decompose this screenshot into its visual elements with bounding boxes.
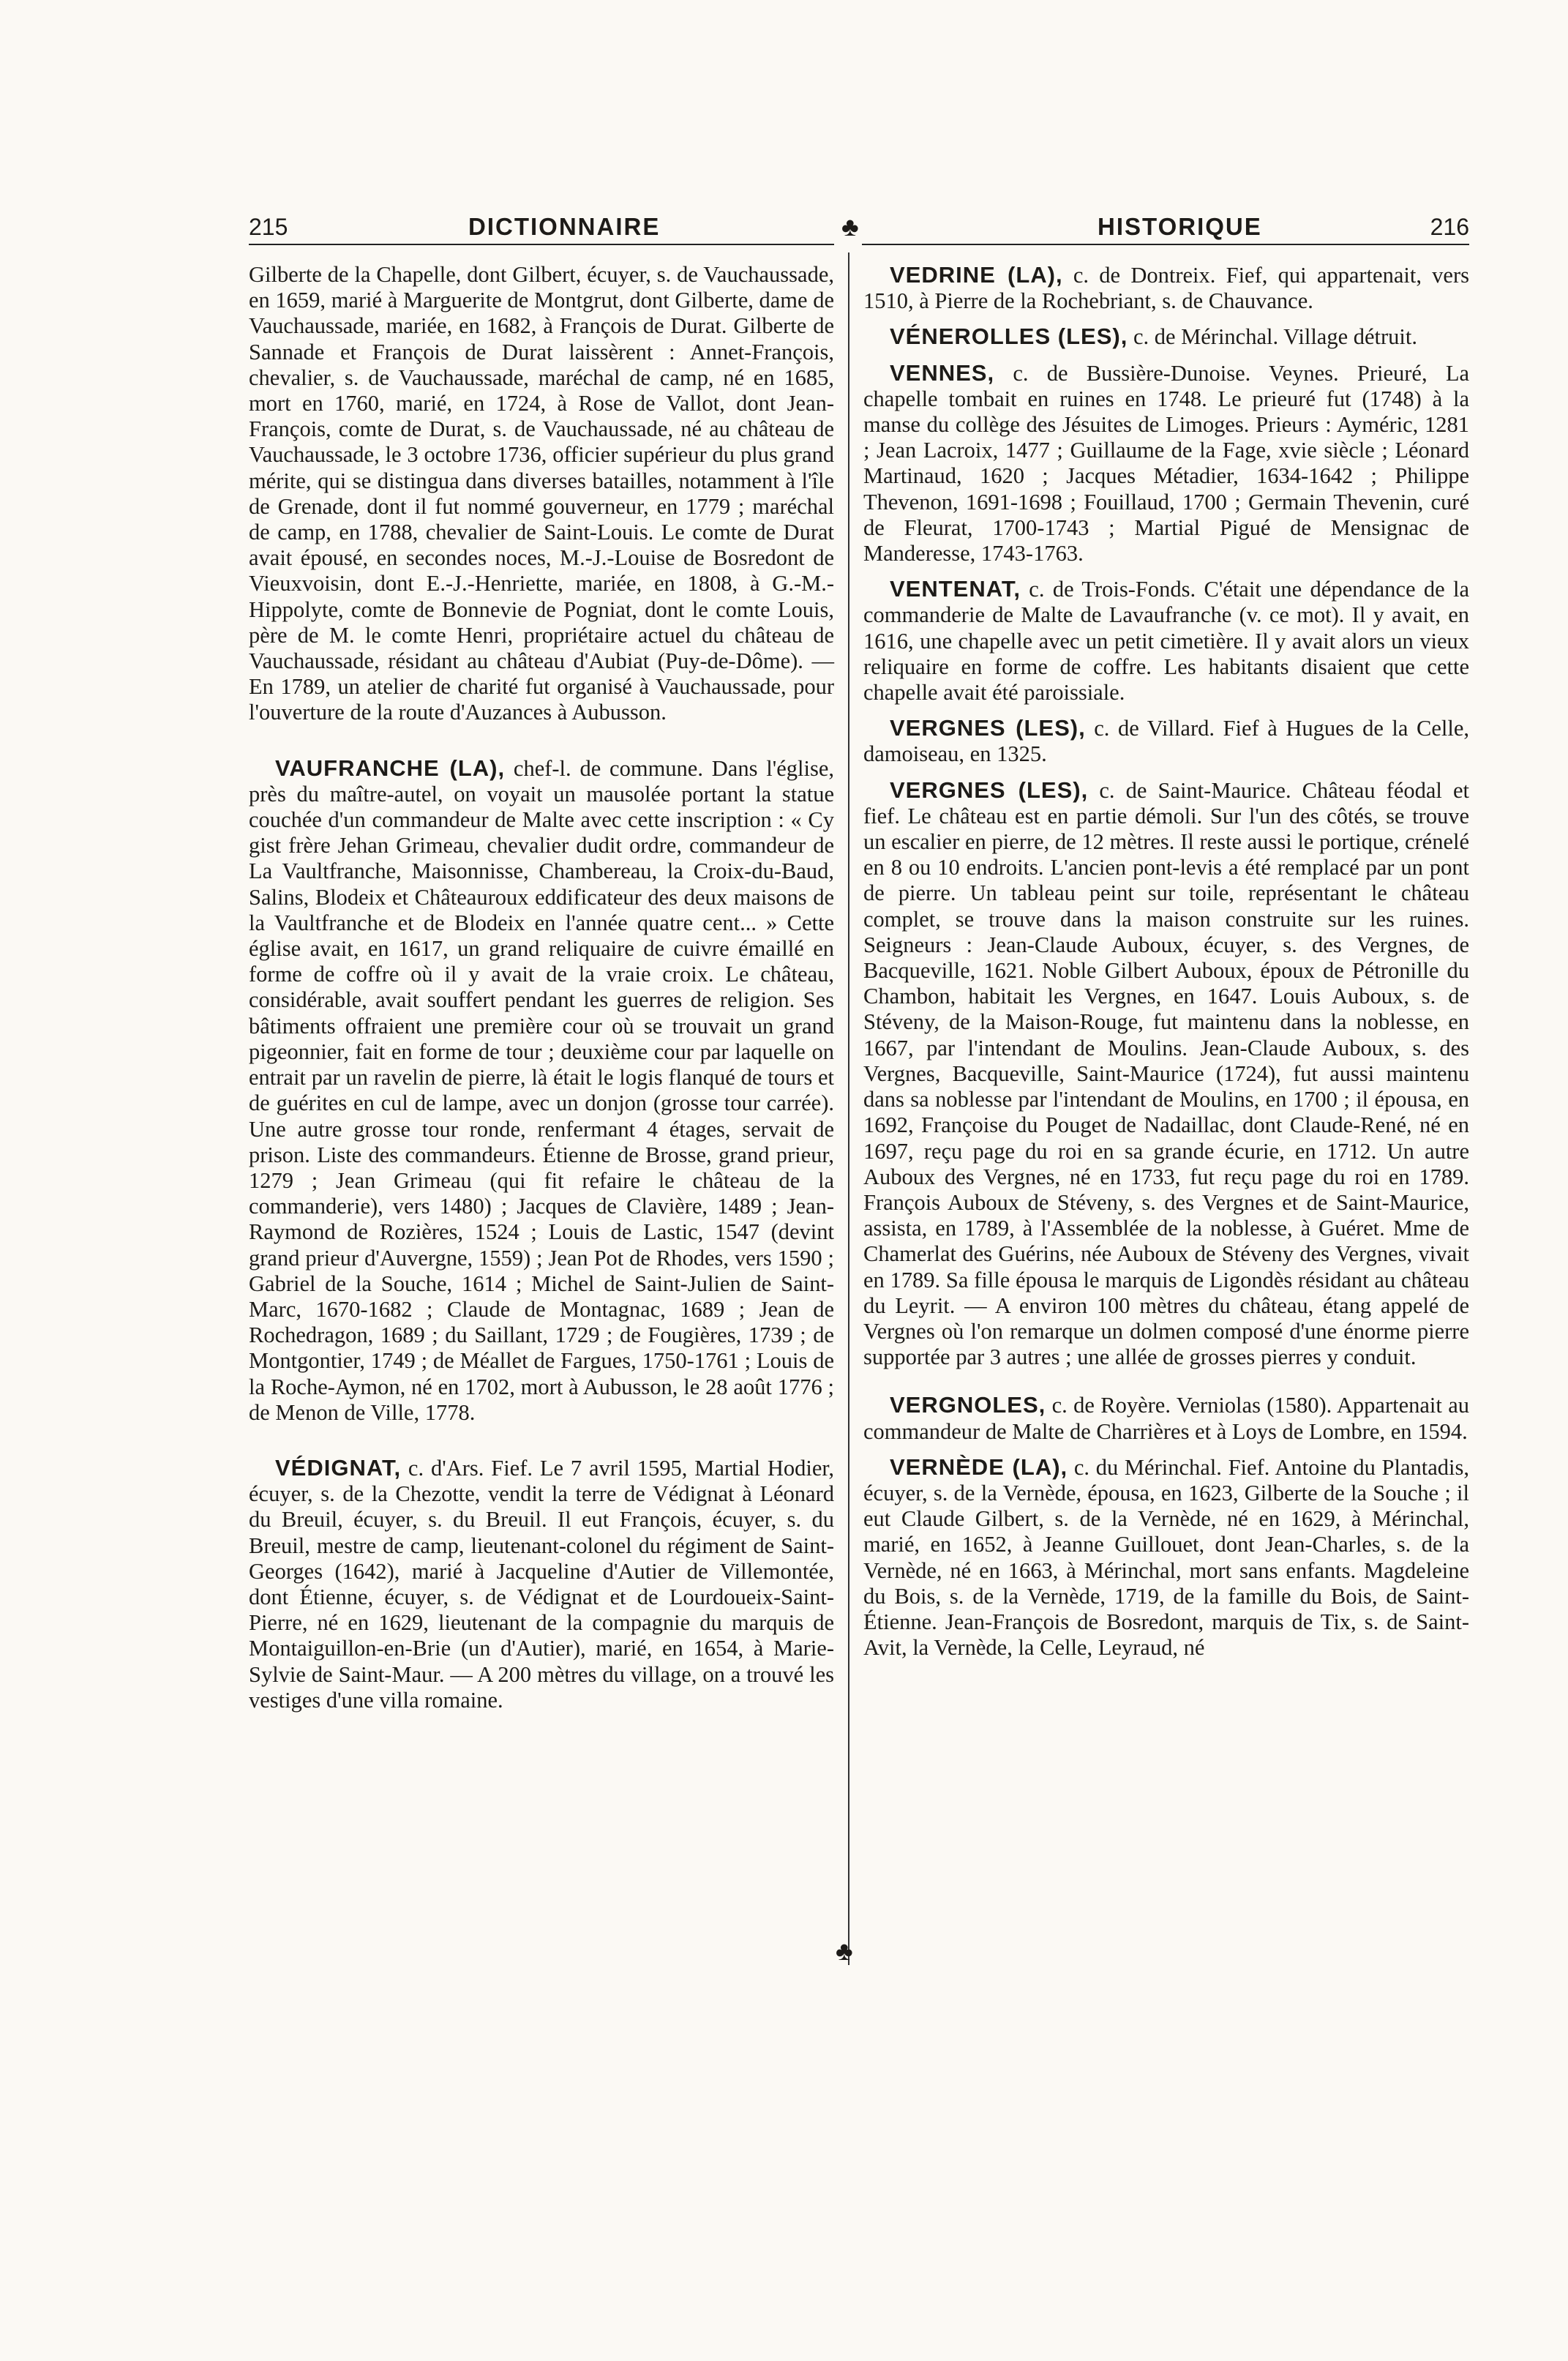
dictionary-entry	[863, 576, 1469, 706]
right-running-title: HISTORIQUE	[1098, 213, 1262, 240]
dictionary-entry	[863, 360, 1469, 567]
column-divider	[848, 252, 849, 1965]
header-rule-right	[862, 244, 1469, 245]
dictionary-entry	[863, 1454, 1469, 1661]
entry-headword: VERGNOLES,	[890, 1392, 1046, 1418]
entry-text: c. de Mérinchal. Village détruit.	[1128, 324, 1417, 350]
entry-headword: VEDRINE (LA),	[890, 262, 1063, 288]
entry-headword: VAUFRANCHE (LA),	[275, 755, 506, 781]
entry-headword: VERNÈDE (LA),	[890, 1453, 1068, 1480]
header-rule-left	[249, 244, 834, 245]
fleuron-ornament-icon: ♣	[841, 212, 859, 242]
entry-text: c. de Royère. Verniolas (1580). Appartenait au commandeur de Malte de Charrières et à Loys de Lombre, en 1594.	[863, 1393, 1469, 1444]
entry-headword: VENNES,	[890, 359, 995, 386]
entry-text: c. d'Ars. Fief. Le 7 avril 1595, Martial Hodier, écuyer, s. de la Chezotte, vendit la terre de Védignat à Léonard du Breuil, écuyer, s. du Breuil. Il eut François, écuyer, s. du Breuil, mestre de camp, lieutenant-colonel du régiment de Saint-Georges (1642), marié à Jacqueline d'Autier de Villemontée, dont Étienne, écuyer, s. de Védignat et de Lourdoueix-Saint-Pierre, né en 1629, lieutenant de la compagnie du marquis de Montaiguillon-en-Brie (un d'Autier), marié, en 1654, à Marie-Sylvie de Saint-Maur. — A 200 mètres du village, on a trouvé les vestiges d'une villa romaine.	[249, 1455, 834, 1713]
fleuron-ornament-icon: ♣	[836, 1937, 853, 1966]
left-running-title: DICTIONNAIRE	[468, 213, 661, 240]
left-column	[249, 262, 834, 1723]
dictionary-entry	[863, 777, 1469, 1371]
entry-text: c. de Villard. Fief à Hugues de la Celle, damoiseau, en 1325.	[863, 716, 1469, 767]
entry-text: c. de Saint-Maurice. Château féodal et fief. Le château est en partie démoli. Sur l'un des côtés, se trouve un escalier en pierre, de 12 mètres. Il reste aussi le portique, crénelé en 8 ou 10 endroits. L'ancien pont-levis a été remplacé par un pont de pierre. Un tableau peint sur toile, représentant le château complet, se trouve dans la maison construite sur les ruines. Seigneurs : Jean-Claude Auboux, écuyer, s. des Vergnes, de Bacqueville, 1621. Noble Gilbert Auboux, époux de Pétronille du Chambon, habitait les Vergnes, en 1647. Louis Auboux, s. de Stéveny, de la Maison-Rouge, fut maintenu dans la noblesse, en 1667, par l'intendant de Moulins. Jean-Claude Auboux, s. des Vergnes, Bacqueville, Saint-Maurice (1724), fut aussi maintenu dans sa noblesse par l'intendant de Moulins, en 1700 ; il épousa, en 1692, Françoise du Pouget de Nadaillac, dont Claude-René, né en 1697, reçu page du roi en sa grande écurie, en 1712. Un autre Auboux des Vergnes, né en 1733, fut reçu page du roi en 1789. François Auboux de Stéveny, s. des Vergnes et de Saint-Maurice, assista, en 1789, à l'Assemblée de la noblesse, à Guéret. Mme de Chamerlat des Guérins, née Auboux de Stéveny des Vergnes, vivait en 1789. Sa fille épousa le marquis de Ligondès résidant au château du Leyrit. — A environ 100 mètres du château, étang appelé de Vergnes où l'on remarque un dolmen composé d'une énorme pierre supportée par 3 autres ; une allée de grosses pierres y conduit.	[863, 777, 1469, 1370]
entry-text: Gilberte de la Chapelle, dont Gilbert, écuyer, s. de Vauchaussade, en 1659, marié à Marguerite de Montgrut, dont Gilberte, dame de Vauchaussade, mariée, en 1682, à François de Durat. Gilberte de Sannade et François de Durat laissèrent : Annet-François, chevalier, s. de Vauchaussade, maréchal de camp, né en 1685, mort en 1760, marié, en 1724, à Rose de Vallot, dont Jean-François, comte de Durat, s. de Vauchaussade, né au château de Vauchaussade, le 3 octobre 1736, officier supérieur du plus grand mérite, qui se distingua dans diverses batailles, notamment à l'île de Grenade, dont il fut nommé gouverneur, en 1779 ; maréchal de camp, en 1788, chevalier de Saint-Louis. Le comte de Durat avait épousé, en secondes noces, M.-J.-Louise de Bosredont de Vieuxvoisin, dont E.-J.-Henriette, mariée, en 1808, à G.-M.-Hippolyte, comte de Bonnevie de Pogniat, dont le comte Louis, père de M. le comte Henri, propriétaire actuel du château de Vauchaussade, résidant au château d'Aubiat (Puy-de-Dôme). — En 1789, un atelier de charité fut organisé à Vauchaussade, pour l'ouverture de la route d'Auzances à Aubusson.	[249, 262, 834, 725]
entry-text: c. de Dontreix. Fief, qui appartenait, vers 1510, à Pierre de la Rochebriant, s. de Chauvance.	[863, 263, 1469, 314]
right-column	[863, 262, 1469, 1670]
entry-headword: VERGNES (LES),	[890, 777, 1089, 803]
dictionary-entry	[863, 715, 1469, 767]
entry-text: c. de Trois-Fonds. C'était une dépendance de la commanderie de Malte de Lavaufranche (v. ce mot). Il y avait, en 1616, une chapelle avec un petit cimetière. Il y avait alors un vieux reliquaire en forme de coffre. Les habitants disaient que cette chapelle avait été paroissiale.	[863, 577, 1469, 706]
entry-headword: VERGNES (LES),	[890, 715, 1086, 741]
dictionary-entry	[249, 755, 834, 1426]
entry-text: c. du Mérinchal. Fief. Antoine du Plantadis, écuyer, s. de la Vernède, épousa, en 1623, Gilberte de la Souche ; il eut Claude Gilbert, s. de la Vernède, né en 1629, à Mérinchal, marié, en 1652, à Jeanne Guillouet, dont Jean-Charles, s. de la Vernède, né en 1663, à Mérinchal, mort sans enfants. Magdeleine du Bois, s. de la Vernède, 1719, de la famille du Bois, de Saint-Étienne. Jean-François de Bosredont, marquis de Tix, s. de Saint-Avit, la Vernède, la Celle, Leyraud, né	[863, 1454, 1469, 1661]
entry-headword: VÉNEROLLES (LES),	[890, 323, 1128, 350]
dictionary-entry	[863, 1392, 1469, 1444]
entry-text: chef-l. de commune. Dans l'église, près du maître-autel, on voyait un mausolée portant la statue couchée d'un commandeur de Malte avec cette inscription : « Cy gist frère Jehan Grimeau, chevalier dudit ordre, commandeur de La Vaultfranche, Maisonnisse, Chambereau, la Croix-du-Baud, Salins, Blodeix et Châteauroux eddificateur des deux maisons de la Vaultfranche et de Blodeix en l'année quatre cent... » Cette église avait, en 1617, un grand reliquaire de cuivre émaillé en forme de coffre où il y avait de la vraie croix. Le château, considérable, avait souffert pendant les guerres de religion. Ses bâtiments offraient une première cour où se trouvait un grand pigeonnier, fait en forme de tour ; deuxième cour par laquelle on entrait par un ravelin de pierre, là était le logis flanqué de tours et de guérites en cul de lampe, avec un donjon (grosse tour carrée). Une autre grosse tour ronde, renfermant 4 étages, servait de prison. Liste des commandeurs. Étienne de Brosse, grand prieur, 1279 ; Jean Grimeau (qui fit refaire le château de la commanderie), vers 1480) ; Jacques de Clavière, 1489 ; Jean-Raymond de Rozières, 1524 ; Louis de Lastic, 1547 (devint grand prieur d'Auvergne, 1559) ; Jean Pot de Rhodes, vers 1590 ; Gabriel de la Souche, 1614 ; Michel de Saint-Julien de Saint-Marc, 1670-1682 ; Claude de Montagnac, 1689 ; Jean de Rochedragon, 1689 ; du Saillant, 1729 ; de Fougières, 1739 ; de Montgontier, 1749 ; de Méallet de Fargues, 1750-1761 ; Louis de la Roche-Aymon, né en 1702, mort à Aubusson, le 28 août 1776 ; de Menon de Ville, 1778.	[249, 755, 834, 1425]
dictionary-entry	[249, 262, 834, 726]
entry-headword: VENTENAT,	[890, 576, 1021, 602]
left-page-number: 215	[249, 214, 288, 240]
entry-text: c. de Bussière-Dunoise. Veynes. Prieuré, La chapelle tombait en ruines en 1748. Le prieuré fut (1748) à la manse du collège des Jésuites de Limoges. Prieurs : Ayméric, 1281 ; Jean Lacroix, 1477 ; Guillaume de la Fage, xvie siècle ; Léonard Martinaud, 1620 ; Jacques Métadier, 1634-1642 ; Philippe Thevenon, 1691-1698 ; Fouillaud, 1700 ; Germain Thevenin, curé de Fleurat, 1700-1743 ; Martial Pigué de Mensignac de Manderesse, 1743-1763.	[863, 360, 1469, 566]
dictionary-entry	[249, 1455, 834, 1713]
dictionary-entry	[863, 323, 1469, 350]
entry-headword: VÉDIGNAT,	[275, 1454, 402, 1481]
dictionary-entry	[863, 262, 1469, 314]
page-header	[249, 211, 1469, 243]
right-page-number: 216	[1430, 214, 1469, 240]
